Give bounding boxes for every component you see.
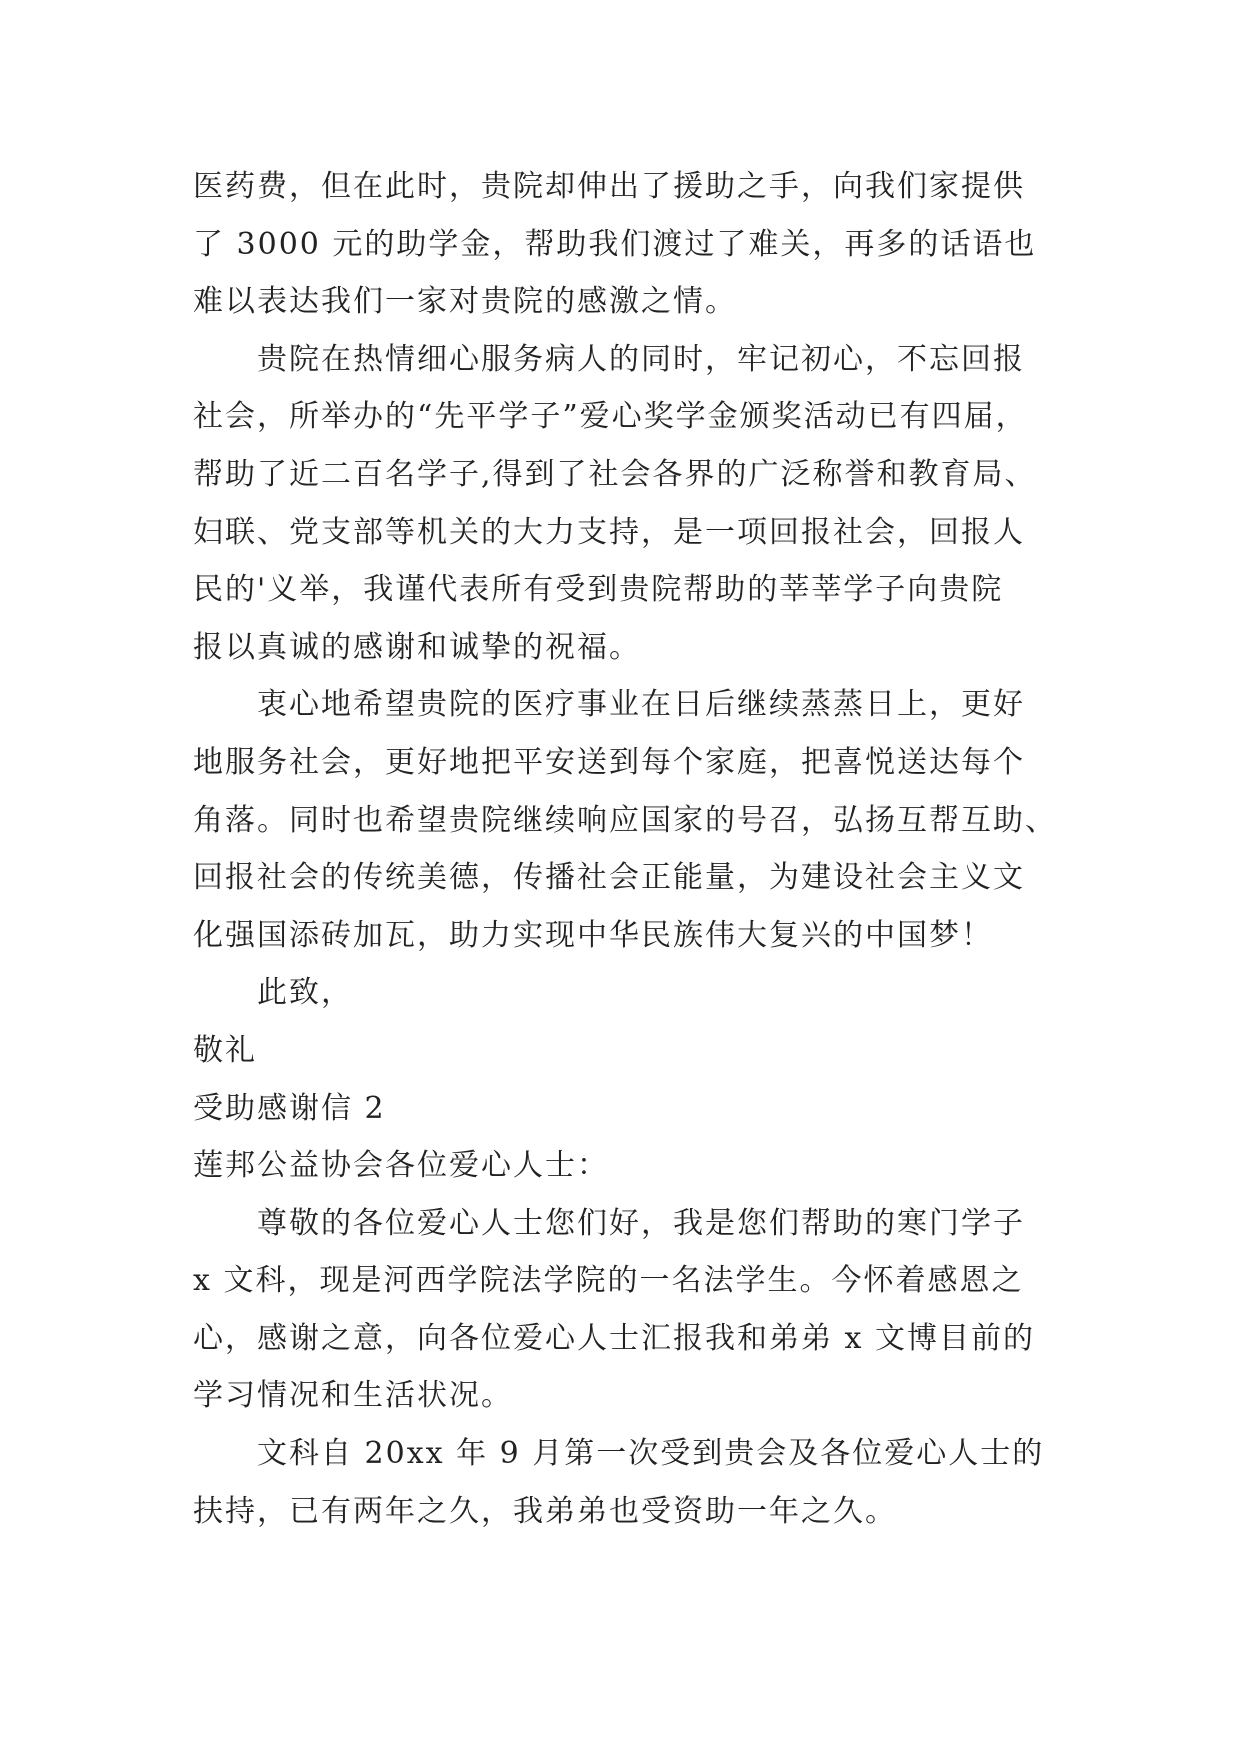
text-line: 扶持，已有两年之久，我弟弟也受资助一年之久。 — [193, 1493, 897, 1529]
text-line: 医药费，但在此时，贵院却伸出了援助之手，向我们家提供 — [193, 169, 1025, 204]
text-line: 化强国添砖加瓦，助力实现中华民族伟大复兴的中国梦！ — [193, 917, 993, 953]
letter-title: 受助感谢信 2 — [193, 1090, 386, 1126]
text-line: 帮助了近二百名学子,得到了社会各界的广泛称誉和教育局、 — [193, 456, 1037, 492]
recipient-line: 莲邦公益协会各位爱心人士： — [193, 1148, 609, 1184]
document-body — [193, 158, 1063, 1540]
text-line: 民的'义举，我谨代表所有受到贵院帮助的莘莘学子向贵院 — [193, 572, 1004, 608]
text-line: 难以表达我们一家对贵院的感激之情。 — [193, 284, 737, 320]
salutation-line: 敬礼 — [193, 1032, 257, 1068]
paragraph-start-line: 衷心地希望贵院的医疗事业在日后继续蒸蒸日上，更好 — [257, 687, 1025, 723]
text-line: 了 3000 元的助学金，帮助我们渡过了难关，再多的话语也 — [193, 226, 1037, 262]
text-line: 地服务社会，更好地把平安送到每个家庭，把喜悦送达每个 — [193, 744, 1025, 780]
text-line: 学习情况和生活状况。 — [193, 1378, 513, 1414]
text-line: 角落。同时也希望贵院继续响应国家的号召，弘扬互帮互助、 — [193, 802, 1057, 838]
text-line: 妇联、党支部等机关的大力支持，是一项回报社会，回报人 — [193, 514, 1025, 550]
text-line: x 文科，现是河西学院法学院的一名法学生。今怀着感恩之 — [193, 1263, 1024, 1299]
closing-line: 此致， — [257, 975, 353, 1011]
text-line: 社会，所举办的“先平学子”爱心奖学金颁奖活动已有四届， — [193, 399, 1028, 435]
text-line: 报以真诚的感谢和诚挚的祝福。 — [193, 629, 641, 665]
paragraph-start-line: 尊敬的各位爱心人士您们好，我是您们帮助的寒门学子 — [257, 1205, 1025, 1241]
text-line: 心，感谢之意，向各位爱心人士汇报我和弟弟 x 文博目前的 — [193, 1320, 1035, 1356]
text-line: 回报社会的传统美德，传播社会正能量，为建设社会主义文 — [193, 860, 1025, 896]
paragraph-start-line: 文科自 20xx 年 9 月第一次受到贵会及各位爱心人士的 — [257, 1436, 1045, 1472]
paragraph-start-line: 贵院在热情细心服务病人的同时，牢记初心，不忘回报 — [257, 341, 1025, 377]
